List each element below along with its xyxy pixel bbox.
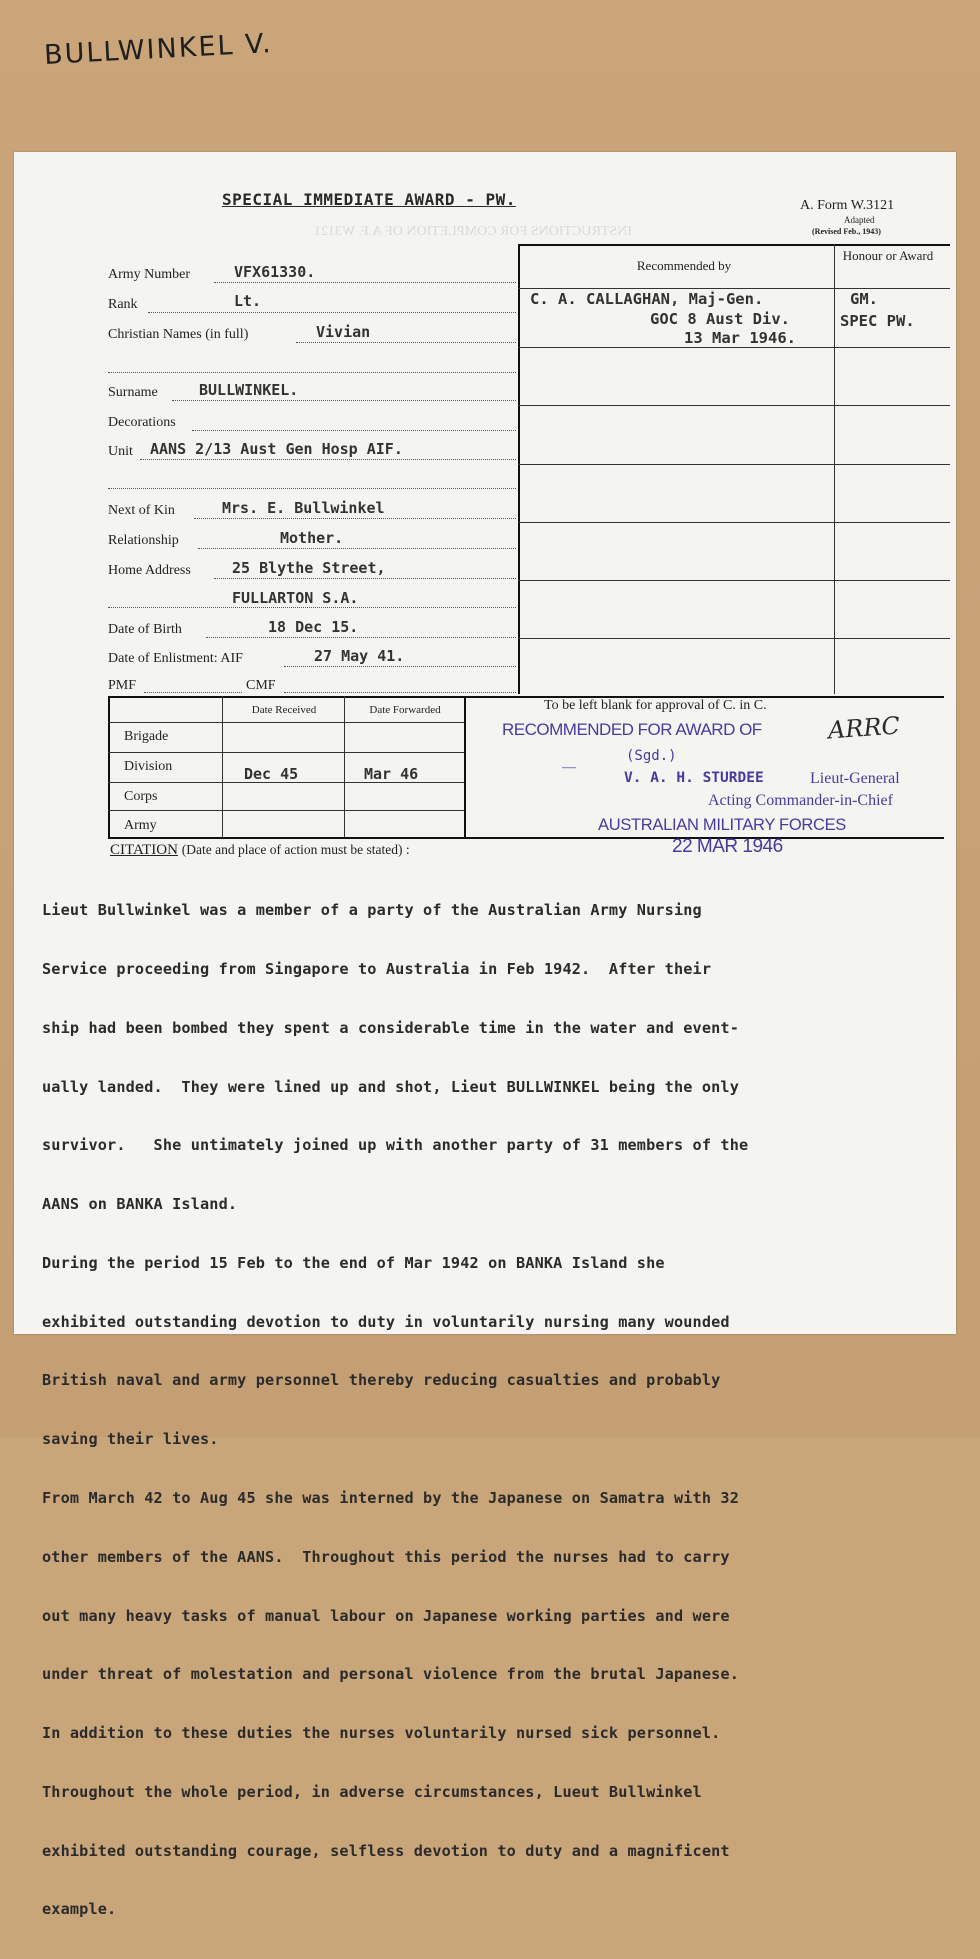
routing-row-brigade: Brigade xyxy=(124,729,169,744)
date-received-header: Date Received xyxy=(251,704,317,716)
citation-line: British naval and army personnel thereby reducing casualties and probably xyxy=(42,1371,721,1390)
division-date-received: Dec 45 xyxy=(244,765,299,783)
citation-line: ually landed. They were lined up and shot, Lieut BULLWINKEL being the only xyxy=(42,1077,740,1096)
cmf-label: CMF xyxy=(246,678,276,693)
approval-org: AUSTRALIAN MILITARY FORCES xyxy=(598,816,847,834)
approval-stamp-recommended: RECOMMENDED FOR AWARD OF xyxy=(502,720,762,739)
form-title: SPECIAL IMMEDIATE AWARD - PW. xyxy=(222,190,516,209)
recommend-header-rule xyxy=(518,288,950,289)
recommend-row-rule xyxy=(518,347,950,348)
honour-value: GM. xyxy=(850,290,878,308)
christian-names-value: Vivian xyxy=(316,323,371,341)
citation-line: AANS on BANKA Island. xyxy=(42,1195,238,1214)
routing-row-army: Army xyxy=(124,818,157,833)
home-address-line2: FULLARTON S.A. xyxy=(232,589,359,607)
surname-value: BULLWINKEL. xyxy=(199,381,299,399)
approval-sgd: (Sgd.) xyxy=(626,748,677,764)
award-form-document xyxy=(14,152,956,1919)
approval-signatory: V. A. H. STURDEE xyxy=(624,770,764,786)
date-of-birth-label: Date of Birth xyxy=(108,622,182,637)
unit-value: AANS 2/13 Aust Gen Hosp AIF. xyxy=(150,440,403,458)
surname-line xyxy=(172,400,516,401)
form-revised-note: (Revised Feb., 1943) xyxy=(812,227,881,236)
relationship-value: Mother. xyxy=(280,529,344,547)
recommender-command: GOC 8 Aust Div. xyxy=(650,310,790,328)
recommender-name: C. A. CALLAGHAN, Maj-Gen. xyxy=(530,290,764,308)
next-of-kin-line xyxy=(194,518,516,519)
relationship-label: Relationship xyxy=(108,533,179,548)
citation-line: out many heavy tasks of manual labour on Japanese working parties and were xyxy=(42,1606,730,1625)
recommend-table-top-border xyxy=(518,244,950,246)
rank-value: Lt. xyxy=(234,292,262,310)
christian-names-label: Christian Names (in full) xyxy=(108,327,249,342)
recommend-row-rule xyxy=(518,638,950,639)
date-of-birth-value: 18 Dec 15. xyxy=(268,618,359,636)
date-forwarded-header: Date Forwarded xyxy=(369,704,441,716)
recommend-row-rule xyxy=(518,580,950,581)
enlistment-label: Date of Enlistment: AIF xyxy=(108,651,243,666)
recommend-row-rule xyxy=(518,464,950,465)
army-number-label: Army Number xyxy=(108,267,191,282)
recommended-by-header: Recommended by xyxy=(636,258,732,273)
citation-line: ship had been bombed they spent a considerable time in the water and event- xyxy=(42,1018,740,1037)
recommendation-date: 13 Mar 1946. xyxy=(684,329,796,347)
approval-date-stamp: 22 MAR 1946 xyxy=(672,836,783,857)
christian-names-line-2 xyxy=(108,372,516,373)
pmf-label: PMF xyxy=(108,678,137,693)
routing-left-border xyxy=(108,696,110,838)
decorations-line xyxy=(192,430,516,431)
next-of-kin-value: Mrs. E. Bullwinkel xyxy=(222,499,385,517)
next-of-kin-label: Next of Kin xyxy=(108,503,175,518)
handwritten-name: BULLWINKEL V. xyxy=(43,28,274,71)
rank-label: Rank xyxy=(108,297,138,312)
unit-label: Unit xyxy=(108,444,133,459)
handwritten-award: ARRC xyxy=(827,711,901,745)
routing-top-border xyxy=(108,696,944,698)
citation-line: survivor. She untimately joined up with another party of 31 members of the xyxy=(42,1136,749,1155)
honour-type: SPEC PW. xyxy=(840,312,915,330)
citation-line: saving their lives. xyxy=(42,1430,219,1449)
routing-row-rule xyxy=(108,752,464,753)
citation-line: Service proceeding from Singapore to Australia in Feb 1942. After their xyxy=(42,959,712,978)
routing-bottom-border xyxy=(108,837,944,839)
citation-instruction: (Date and place of action must be stated) : xyxy=(181,842,410,857)
routing-col-divider xyxy=(222,696,223,838)
home-address-line xyxy=(214,578,516,579)
approval-dash: — xyxy=(562,760,576,775)
recommend-table-divider xyxy=(834,244,835,694)
home-address-label: Home Address xyxy=(108,563,191,578)
recommend-table-left-border xyxy=(518,244,520,694)
routing-row-rule xyxy=(108,810,464,811)
citation-line: During the period 15 Feb to the end of Mar 1942 on BANKA Island she xyxy=(42,1253,665,1272)
christian-names-line xyxy=(296,342,516,343)
army-number-value: VFX61330. xyxy=(234,263,316,281)
form-number: A. Form W.3121 xyxy=(800,198,895,213)
date-of-birth-line xyxy=(206,637,516,638)
rank-line xyxy=(148,312,516,313)
citation-line: under threat of molestation and personal violence from the brutal Japanese. xyxy=(42,1665,740,1684)
citation-line: In addition to these duties the nurses voluntarily nursed sick personnel. xyxy=(42,1724,721,1743)
recommend-row-rule xyxy=(518,405,950,406)
cmf-line xyxy=(284,692,516,693)
citation-line: From March 42 to Aug 45 she was interned by the Japanese on Samatra with 32 xyxy=(42,1489,740,1507)
approval-rank: Lieut-General xyxy=(810,770,900,787)
pmf-line xyxy=(144,692,242,693)
relationship-line xyxy=(198,548,516,549)
home-address-line1: 25 Blythe Street, xyxy=(232,559,386,577)
citation-line: example. xyxy=(42,1900,117,1919)
decorations-label: Decorations xyxy=(108,415,176,430)
division-date-forwarded: Mar 46 xyxy=(364,765,419,783)
routing-row-corps: Corps xyxy=(124,789,158,804)
surname-label: Surname xyxy=(108,385,158,400)
enlistment-line xyxy=(284,666,516,667)
citation-text xyxy=(42,862,952,1959)
citation-line: exhibited outstanding devotion to duty in voluntarily nursing many wounded xyxy=(42,1312,730,1331)
approval-header: To be left blank for approval of C. in C. xyxy=(544,698,767,713)
routing-row-division: Division xyxy=(124,759,173,774)
home-address-line-2 xyxy=(108,607,516,608)
citation-line: Lieut Bullwinkel was a member of a party of the Australian Army Nursing xyxy=(42,901,702,920)
recommend-row-rule xyxy=(518,522,950,523)
bleed-through-text: INSTRUCTIONS FOR COMPLETION OF A.F. W3121 xyxy=(314,224,632,239)
army-number-line xyxy=(214,282,516,283)
routing-right-border xyxy=(464,696,466,838)
honour-award-header: Honour or Award xyxy=(842,248,934,263)
routing-col-divider xyxy=(344,696,345,838)
unit-line-2 xyxy=(108,488,516,489)
citation-line: Throughout the whole period, in adverse circumstances, Lueut Bullwinkel xyxy=(42,1782,702,1801)
citation-line: exhibited outstanding courage, selfless devotion to duty and a magnificent xyxy=(42,1841,730,1860)
enlistment-value: 27 May 41. xyxy=(314,647,405,665)
citation-line: other members of the AANS. Throughout this period the nurses had to carry xyxy=(42,1547,730,1566)
citation-heading xyxy=(110,842,410,859)
unit-line xyxy=(140,459,516,460)
approval-title: Acting Commander-in-Chief xyxy=(708,792,893,809)
form-adapted-note: Adapted xyxy=(844,215,875,225)
routing-header-rule xyxy=(108,722,464,723)
citation-label: CITATION xyxy=(110,842,178,858)
